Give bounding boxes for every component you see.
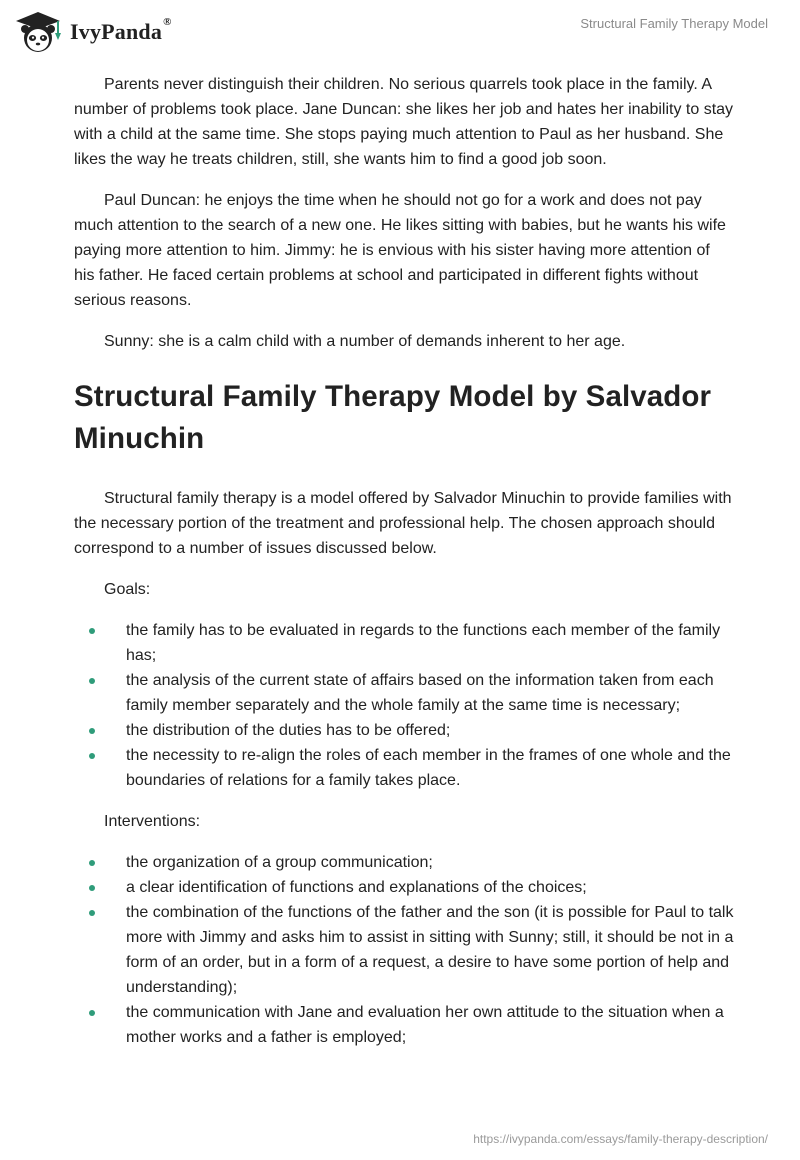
bullet-icon [89, 678, 95, 684]
list-item: the distribution of the duties has to be offered; [74, 718, 734, 743]
bullet-icon [89, 728, 95, 734]
bullet-icon [89, 910, 95, 916]
list-item: the analysis of the current state of affairs based on the information taken from each family member separately and the whole family at the same time is necessary; [74, 668, 734, 718]
bullet-icon [89, 860, 95, 866]
goals-list [74, 618, 734, 793]
essay-body [74, 72, 734, 1066]
list-item: the combination of the functions of the father and the son (it is possible for Paul to talk more with Jimmy and asks him to assist in sitting with Sunny; still, it should be not in a form of an order, but in a form of a request, a desire to have some portion of help and understanding); [74, 900, 734, 1000]
bullet-icon [89, 628, 95, 634]
paragraph-family-overview: Parents never distinguish their children. No serious quarrels took place in the family. A number of problems took place. Jane Duncan: she likes her job and hates her inability to stay with a child at the same time. She stops paying much attention to Paul as her husband. She likes the way he treats children, still, she wants him to find a good job soon. [74, 76, 734, 168]
list-item: the family has to be evaluated in regards to the functions each member of the family has; [74, 618, 734, 668]
interventions-list [74, 850, 734, 1050]
paragraph-model-description: Structural family therapy is a model offered by Salvador Minuchin to provide families with the necessary portion of the treatment and professional help. The chosen approach should correspond to a number of issues discussed below. [74, 490, 732, 557]
paragraph-paul-jimmy: Paul Duncan: he enjoys the time when he should not go for a work and does not pay much attention to the search of a new one. He likes sitting with babies, but he wants his wife paying more attention to him. Jimmy: he is envious with his sister having more attention of his father. He faced certain problems at school and participated in different fights without serious reasons. [74, 192, 726, 309]
source-url-link[interactable]: https://ivypanda.com/essays/family-therapy-description/ [473, 1132, 768, 1146]
list-item: the communication with Jane and evaluation her own attitude to the situation when a mother works and a father is employed; [74, 1000, 734, 1050]
brand-name: IvyPanda® [70, 15, 172, 44]
panda-logo-icon [12, 10, 64, 54]
list-item: a clear identification of functions and explanations of the choices; [74, 875, 734, 900]
site-logo[interactable] [12, 10, 172, 54]
bullet-icon [89, 753, 95, 759]
page-header [0, 0, 800, 66]
section-heading: Structural Family Therapy Model by Salvador Minuchin [74, 380, 712, 455]
list-item: the necessity to re-align the roles of each member in the frames of one whole and the boundaries of relations for a family takes place. [74, 743, 734, 793]
list-item: the organization of a group communication; [74, 850, 734, 875]
interventions-label: Interventions: [104, 813, 201, 830]
header-essay-title: Structural Family Therapy Model [580, 16, 768, 31]
bullet-icon [89, 1010, 95, 1016]
bullet-icon [89, 885, 95, 891]
paragraph-sunny: Sunny: she is a calm child with a number of demands inherent to her age. [104, 333, 626, 350]
goals-label: Goals: [104, 581, 151, 598]
